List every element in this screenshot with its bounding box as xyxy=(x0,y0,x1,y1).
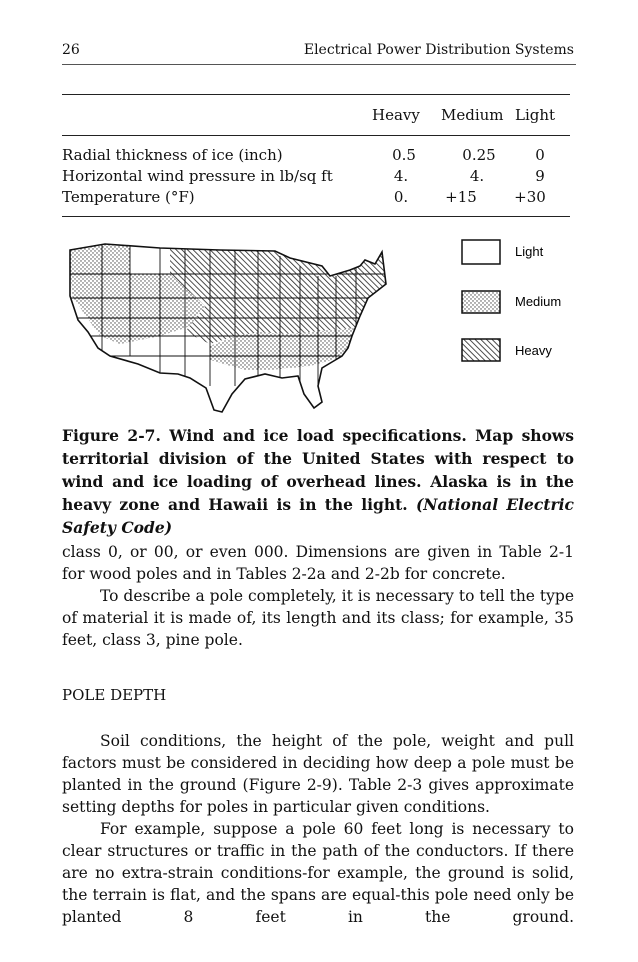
page-number: 26 xyxy=(62,42,80,58)
cell-wind-light: 9 xyxy=(535,167,545,185)
paragraph-1: class 0, or 00, or even 000. Dimensions are given in Table 2-1 for wood poles and in Tables 2-2a and 2-2b for concrete. xyxy=(62,543,574,583)
figure-caption-text: Figure 2-7. Wind and ice load specifications. Map shows territorial division of the United States with respect to wind and ice loading of overhead lines. Alaska is in the heavy zone and Hawaii is in the light. xyxy=(62,426,574,514)
running-header-title: Electrical Power Distribution Systems xyxy=(303,42,574,58)
legend-label-light: Light xyxy=(515,244,544,259)
table-top-rule xyxy=(62,94,570,95)
row-label-temperature: Temperature (°F) xyxy=(62,188,195,206)
legend-swatch-light xyxy=(462,240,500,264)
paragraph-2: To describe a pole completely, it is necessary to tell the type of material it is made of, its length and its class; for example, 35 feet, class 3, pine pole. xyxy=(62,587,574,649)
col-header-heavy: Heavy xyxy=(372,106,420,124)
section-heading: POLE DEPTH xyxy=(62,686,167,704)
row-label-wind: Horizontal wind pressure in lb/sq ft xyxy=(62,167,333,185)
legend-swatch-heavy xyxy=(462,339,500,361)
cell-temp-heavy: 0. xyxy=(393,188,409,206)
body-block-1 xyxy=(62,541,574,651)
legend-label-medium: Medium xyxy=(515,294,562,309)
col-header-medium: Medium xyxy=(441,106,504,124)
paragraph-4: For example, suppose a pole 60 feet long is necessary to clear structures or traffic in the path of the conductors. If there are no extra-strain conditions-for example, the ground is solid, the terrain is flat, and the spans are equal-this pole need only be planted 8 feet in the ground. xyxy=(62,820,574,926)
row-label-ice: Radial thickness of ice (inch) xyxy=(62,146,283,164)
table-bottom-rule xyxy=(62,216,570,217)
legend-label-heavy: Heavy xyxy=(515,343,552,358)
figure-caption-source: (National Electric Safety Code) xyxy=(62,495,574,537)
cell-temp-light: +30 xyxy=(514,188,546,206)
col-header-light: Light xyxy=(515,106,556,124)
header-rule xyxy=(62,64,576,65)
cell-wind-heavy: 4. xyxy=(393,167,409,185)
legend-swatch-medium xyxy=(462,291,500,313)
cell-wind-medium: 4. xyxy=(469,167,485,185)
paragraph-3: Soil conditions, the height of the pole, weight and pull factors must be considered in deciding how deep a pole must be planted in the ground (Figure 2-9). Table 2-3 gives approximate setting depths for poles in particular given conditions. xyxy=(62,732,574,816)
body-block-2 xyxy=(62,730,574,928)
us-load-zone-map xyxy=(60,236,580,421)
cell-ice-light: 0 xyxy=(535,146,545,164)
figure-caption xyxy=(62,424,574,539)
table-header-rule xyxy=(62,135,570,136)
cell-ice-heavy: 0.5 xyxy=(392,146,416,164)
cell-ice-medium: 0.25 xyxy=(462,146,496,164)
cell-temp-medium: +15 xyxy=(445,188,477,206)
